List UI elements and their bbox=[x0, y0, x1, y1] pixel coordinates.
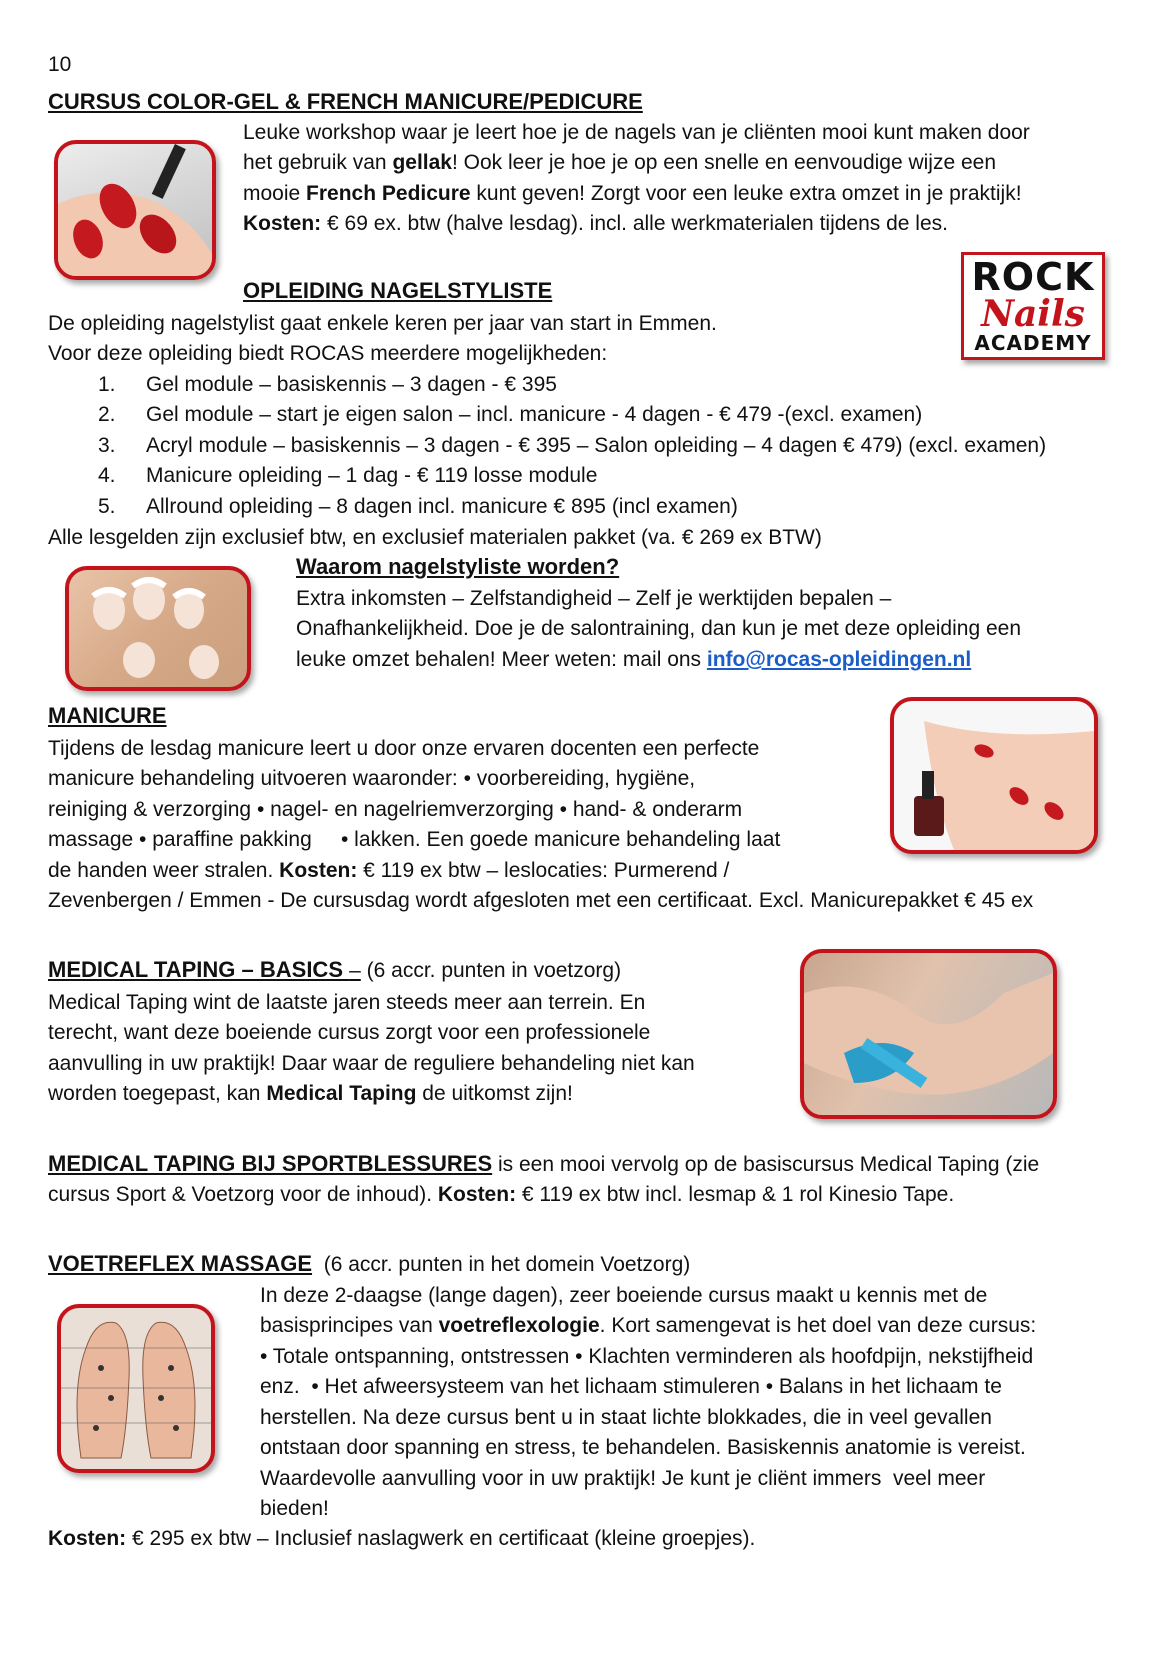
color-gel-cost: Kosten: € 69 ex. btw (halve lesdag). incl. alle werkmaterialen tijdens de les. bbox=[243, 212, 948, 235]
french-nails-illustration bbox=[69, 570, 247, 687]
taped-foot-illustration bbox=[804, 953, 1053, 1115]
nagelstyliste-intro-1: De opleiding nagelstylist gaat enkele keren per jaar van start in Emmen. bbox=[48, 312, 717, 335]
manicure-heading: MANICURE bbox=[48, 703, 167, 728]
taping-heading: MEDICAL TAPING – BASICS – (6 accr. punten in voetzorg) bbox=[48, 957, 622, 982]
list-item: 2. Gel module – start je eigen salon – incl. manicure - 4 dagen - € 479 -(excl. examen) bbox=[98, 403, 923, 426]
waarom-line-3: leuke omzet behalen! Meer weten: mail ons info@rocas-opleidingen.nl bbox=[296, 648, 972, 671]
voetreflex-line-1: In deze 2-daagse (lange dagen), zeer boeiende cursus maakt u kennis met de bbox=[260, 1284, 988, 1307]
voetreflex-line-7: Waardevolle aanvulling voor in uw praktijk! Je kunt je cliënt immers veel meer bbox=[260, 1467, 986, 1490]
manicure-line-2: manicure behandeling uitvoeren waaronder: • voorbereiding, hygiëne, bbox=[48, 767, 696, 790]
foot-reflexology-chart bbox=[61, 1308, 211, 1469]
color-gel-line-3: mooie French Pedicure kunt geven! Zorgt voor een leuke extra omzet in je praktijk! bbox=[243, 182, 1022, 205]
voetreflex-line-8: bieden! bbox=[260, 1497, 329, 1520]
manicure-photo bbox=[890, 697, 1098, 854]
manicure-line-6: Zevenbergen / Emmen - De cursusdag wordt afgesloten met een certificaat. Excl. Manicurepakket € 45 ex bbox=[48, 889, 1034, 912]
voetreflex-cost: Kosten: € 295 ex btw – Inclusief naslagwerk en certificaat (kleine groepjes). bbox=[48, 1527, 756, 1550]
waarom-line-2: Onafhankelijkheid. Doe je de salontraining, dan kun je met deze opleiding een bbox=[296, 617, 1021, 640]
nagelstyliste-heading: OPLEIDING NAGELSTYLISTE bbox=[243, 278, 553, 303]
waarom-line-1: Extra inkomsten – Zelfstandigheid – Zelf je werktijden bepalen – bbox=[296, 587, 892, 610]
nagelstyliste-intro-2: Voor deze opleiding biedt ROCAS meerdere mogelijkheden: bbox=[48, 342, 608, 365]
list-item: 4. Manicure opleiding – 1 dag - € 119 losse module bbox=[98, 464, 598, 487]
french-nails-photo bbox=[65, 566, 251, 691]
voetreflex-line-5: herstellen. Na deze cursus bent u in staat lichte blokkades, die in veel gevallen bbox=[260, 1406, 992, 1429]
taping-line-2: terecht, want deze boeiende cursus zorgt voor een professionele bbox=[48, 1021, 651, 1044]
sport-line-1: MEDICAL TAPING BIJ SPORTBLESSURES is een mooi vervolg op de basiscursus Medical Taping (zie bbox=[48, 1151, 1040, 1176]
list-item: 1. Gel module – basiskennis – 3 dagen - € 395 bbox=[98, 373, 557, 396]
foot-reflexology-photo bbox=[57, 1304, 215, 1473]
manicure-line-5: de handen weer stralen. Kosten: € 119 ex btw – leslocaties: Purmerend / bbox=[48, 859, 730, 882]
email-link[interactable]: info@rocas-opleidingen.nl bbox=[706, 648, 972, 671]
list-item: 3. Acryl module – basiskennis – 3 dagen - € 395 – Salon opleiding – 4 dagen € 479) (excl. examen) bbox=[98, 434, 1047, 457]
manicure-illustration bbox=[894, 701, 1094, 850]
taping-line-1: Medical Taping wint de laatste jaren steeds meer aan terrein. En bbox=[48, 991, 646, 1014]
color-gel-line-1: Leuke workshop waar je leert hoe je de nagels van je cliënten mooi kunt maken door bbox=[243, 121, 1030, 144]
taping-line-4: worden toegepast, kan Medical Taping de uitkomst zijn! bbox=[48, 1082, 573, 1105]
page-number: 10 bbox=[48, 53, 72, 76]
red-nails-photo bbox=[54, 140, 216, 280]
waarom-heading: Waarom nagelstyliste worden? bbox=[296, 554, 620, 579]
color-gel-line-2: het gebruik van gellak! Ook leer je hoe je op een snelle en eenvoudige wijze een bbox=[243, 151, 997, 174]
voetreflex-line-3: • Totale ontspanning, ontstressen • Klachten verminderen als hoofdpijn, nekstijfheid bbox=[260, 1345, 1034, 1368]
list-item: 5. Allround opleiding – 8 dagen incl. manicure € 895 (incl examen) bbox=[98, 495, 738, 518]
sport-line-2: cursus Sport & Voetzorg voor de inhoud). Kosten: € 119 ex btw incl. lesmap & 1 rol Kinesio Tape. bbox=[48, 1183, 955, 1206]
nagelstyliste-footer: Alle lesgelden zijn exclusief btw, en exclusief materialen pakket (va. € 269 ex BTW) bbox=[48, 526, 822, 549]
medical-taping-photo bbox=[800, 949, 1057, 1119]
color-gel-heading: CURSUS COLOR-GEL & FRENCH MANICURE/PEDICURE bbox=[48, 89, 643, 114]
voetreflex-line-4: enz. • Het afweersysteem van het lichaam stimuleren • Balans in het lichaam te bbox=[260, 1375, 1002, 1398]
taping-line-3: aanvulling in uw praktijk! Daar waar de reguliere behandeling niet kan bbox=[48, 1052, 695, 1075]
manicure-line-4: massage • paraffine pakking • lakken. Een goede manicure behandeling laat bbox=[48, 828, 781, 851]
manicure-line-3: reiniging & verzorging • nagel- en nagelriemverzorging • hand- & onderarm bbox=[48, 798, 743, 821]
red-nails-illustration bbox=[58, 144, 212, 276]
voetreflex-heading: VOETREFLEX MASSAGE (6 accr. punten in het domein Voetzorg) bbox=[48, 1251, 691, 1276]
rock-nails-academy-logo: ROCK Nails ACADEMY bbox=[961, 252, 1105, 360]
manicure-line-1: Tijdens de lesdag manicure leert u door onze ervaren docenten een perfecte bbox=[48, 737, 760, 760]
voetreflex-line-2: basisprincipes van voetreflexologie. Kort samengevat is het doel van deze cursus: bbox=[260, 1314, 1037, 1337]
voetreflex-line-6: ontstaan door spanning en stress, te behandelen. Basiskennis anatomie is vereist. bbox=[260, 1436, 1026, 1459]
